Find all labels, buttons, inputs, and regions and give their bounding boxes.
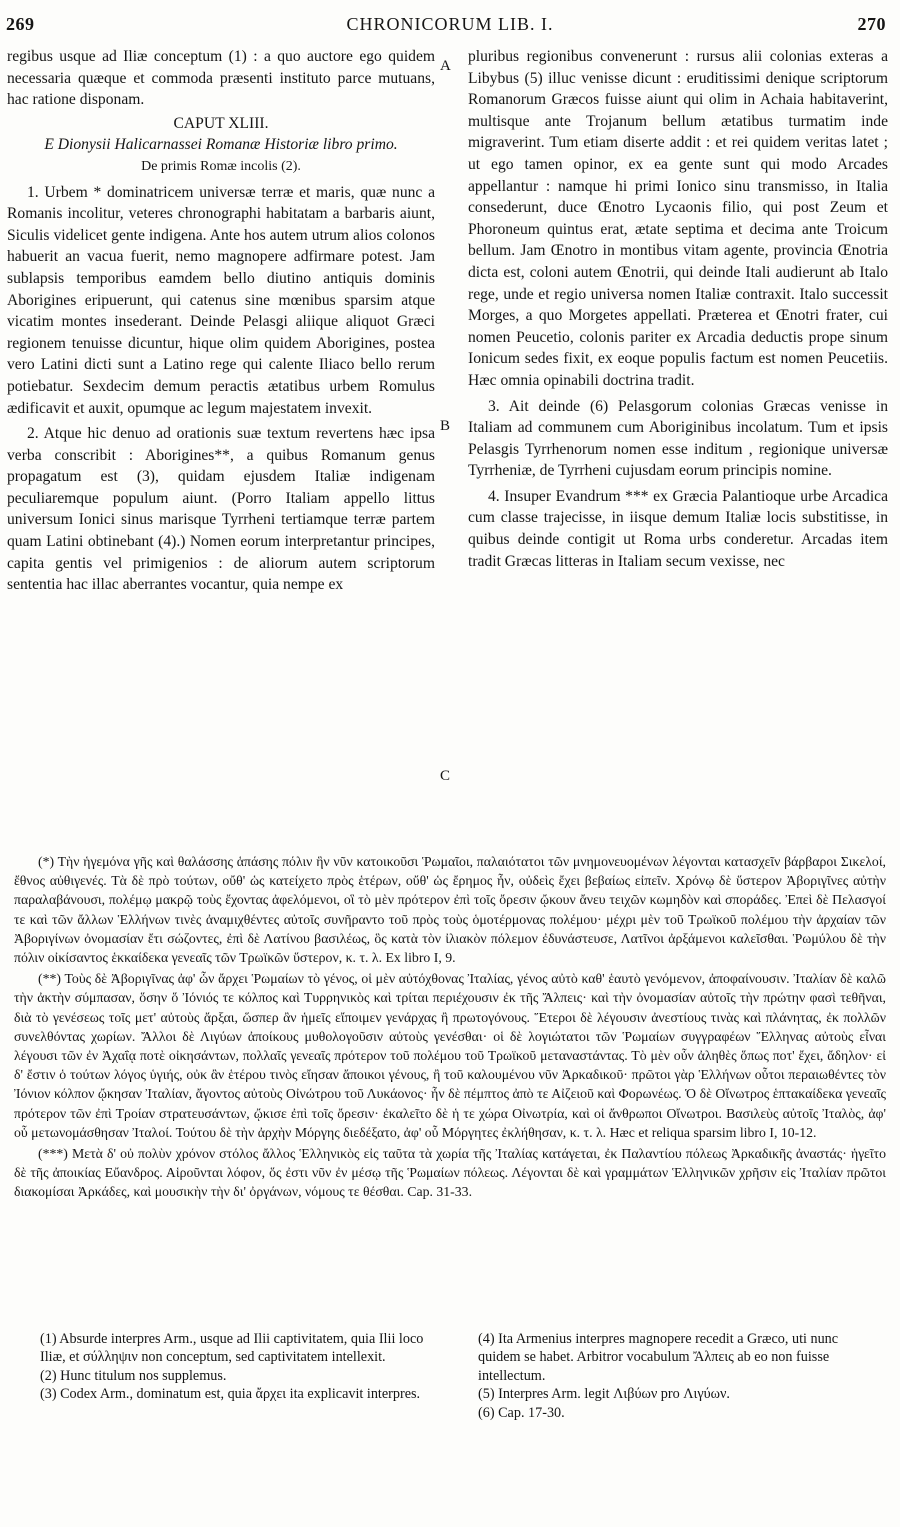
greek-note-2: (**) Τοὺς δὲ Ἀβοριγῖνας ἀφ' ὧν ἄρχει Ῥωμαίων τὸ γένος, οἱ μὲν αὐτόχθονας Ἰταλίας, γένος αὐτὸ καθ' ἑαυτὸ γενόμενον, ἀποφαίνουσιν. Ἰταλίαν δὲ καλῶ τὴν ἀκτὴν σύμπασαν, ὅσην ὅ Ἰόνιός τε κόλπος καὶ Τυρρηνικὸς καὶ τρίται περιέχουσιν ἐκ τῆς Ἄλπεις· καὶ τὴν ὀνομασίαν αὐτοῖς τὴν πρώτην φασὶ τεθῆναι, διὰ τὸ γενέσεως τοῖς μετ' αὐτοὺς ἄρξαι, ὥσπερ ἂν ἡμεῖς εἴποιμεν γενάρχας ἢ πρωτογόνους. Ἕτεροι δὲ λέγουσιν ἀνεστίους τινὰς καὶ πλάνητας, ἐκ πολλῶν συνελθόντας χωρίων. Ἄλλοι δὲ Λιγύων ἀποίκους μυθολογοῦσιν αὐτοὺς γενέσθαι· οἱ δὲ λογιώτατοι τῶν Ῥωμαίων συγγραφέων Ἕλληνας αὐτοὺς εἶναι λέγουσι τῶν ἐν Ἀχαΐᾳ ποτὲ οἰκησάντων, πολλαῖς γενεαῖς πρότερον τοῦ πολέμου τοῦ Τρωϊκοῦ μεταναστάντας. Τὸ μὲν οὖν ἀληθὲς ὅπως ποτ' ἔχει, ἄδηλον· εἰ δ' ἔστιν ὁ τούτων λόγος ὑγιής, οὐκ ἂν ἑτέρου τινὸς εἴησαν ἄποικοι γένους, ἢ τοῦ καλουμένου νῦν Ἀρκαδικοῦ· πρῶτοι γὰρ Ἑλλήνων οὗτοι περαιωθέντες τὸν Ἰόνιον κόλπον ᾤκησαν Ἰταλίαν, ἄγοντος αὐτοὺς Οἰνώτρου τοῦ Λυκάονος· ἦν δὲ πέμπτος ἀπὸ τε Αἰζειοῦ καὶ Φορωνέως. Ὁ δὲ Οἴνωτρος ἑπτακαίδεκα γενεαῖς πρότερον τῶν ἐπὶ Τροίαν στρατευσάντων, ᾤκισε ἐπὶ τοῖς ὄρεσιν· ἐκαλεῖτο δὲ ἡ τε χώρα Οἰνωτρία, καὶ οἱ ἄνθρωποι Οἴνωτροι. Βασιλεὺς αὐτοῖς Ἰταλὸς, ἀφ' οὗ μετωνομάσθησαν Ἰταλοί. Τούτου δὲ τὴν ἀρχὴν Μόργης διεδέξατο, ἀφ' οὗ Μόργητες ἐκλήθησαν, κ. τ. λ. Hæc et reliqua sparsim libro I, 10-12. — [14, 971, 886, 1140]
footnote-6: (6) Cap. 17-30. — [478, 1404, 565, 1421]
footnotes-right — [478, 1330, 878, 1422]
opening-text: regibus usque ad Iliæ conceptum (1) : a quo auctore ego quidem necessaria quæque et commoda præsenti instituto parce mutuans, hac ratione disponam. — [7, 48, 435, 109]
greek-note-1: (*) Τὴν ἡγεμόνα γῆς καὶ θαλάσσης ἁπάσης πόλιν ἣν νῦν κατοικοῦσι Ῥωμαῖοι, παλαιότατοι τῶν μνημονευομένων λέγονται κατασχεῖν βάρβαροι Σικελοί, ἔθνος αὐθιγενές. Τὰ δὲ πρὸ τούτων, οὔθ' ὡς κατείχετο πρὸς ἑτέρων, οὔθ' ὡς ἔρημος ἦν, οὐδεὶς ἔχει βεβαίως εἰπεῖν. Χρόνῳ δὲ ὕστερον Ἀβοριγῖνες αὐτὴν παραλαβάνουσι, πολέμῳ μακρῷ τοὺς ἔχοντας ἀφελόμενοι, οἳ τὸ μὲν πρότερον ἐπὶ τοῖς ὄρεσιν ᾤκουν ἄνευ τειχῶν κωμηδὸν καὶ σποράδες. Ἐπεὶ δὲ Πελασγοί τε καὶ τῶν ἄλλων Ἑλλήνων τινὲς ἀναμιχθέντες αὐτοῖς συνῆραντο τοῦ πρὸς τοὺς ὁμοτέρμονας πολέμου· μέχρι μὲν τοῦ Τρωϊκοῦ πολέμου τὴν ἀρχαίαν τῶν Ἀβοριγίνων ὀνομασίαν ἔτι σώζοντες, ἐπὶ δὲ Λατίνου βασιλέως, ὃς κατὰ τὸν ἰλιακὸν πόλεμον ἐδυνάστευσε, Λατῖνοι ἀρξάμενοι καλεῖσθαι. Ῥωμύλου δὲ τὴν πόλιν οἰκίσαντος ἑκκαίδεκα γενεαῖς τῶν Τρωϊκῶν ὕστερον, κ. τ. λ. Ex libro I, 9. — [14, 854, 886, 966]
section-title: De primis Romæ incolis (2). — [141, 158, 301, 174]
running-title: CHRONICORUM LIB. I. — [346, 14, 554, 34]
chapter-heading: CAPUT XLIII. — [173, 114, 269, 132]
footnote-3: (3) Codex Arm., dominatum est, quia ἄρχει ita explicavit interpres. — [40, 1386, 421, 1403]
margin-letter-c: C — [440, 768, 451, 784]
running-header — [0, 14, 900, 38]
footnote-2: (2) Hunc titulum nos supplemus. — [40, 1367, 227, 1384]
right-column — [468, 46, 888, 572]
footnote-4: (4) Ita Armenius interpres magnopere recedit a Græco, uti nunc quidem se habet. Arbitror vocabulum Ἄλπεις ab eo non fuisse intellectum. — [478, 1331, 839, 1384]
left-column — [7, 46, 435, 596]
greek-note-3: (***) Μετὰ δ' οὐ πολὺν χρόνον στόλος ἄλλος Ἑλληνικὸς εἰς ταῦτα τὰ χωρία τῆς Ἰταλίας κατάγεται, ἐκ Παλαντίου πόλεως Ἀρκαδικῆς ἀναστάς· ἡγεῖτο δὲ τῆς ἀποικίας Εὔανδρος. Αἱροῦνται λόφον, ὅς ἐστι νῦν ἐν μέσῳ τῆς Ῥωμαίων πόλεως. Λέγονται δὲ καὶ γραμμάτων Ἑλληνικῶν χρῆσιν εἰς Ἰταλίαν πρῶτοι διακομίσαι Ἀρκάδες, καὶ μουσικὴν τὴν δι' ὀργάνων, νόμους τε θέσθαι. Cap. 31-33. — [14, 1146, 886, 1200]
page-number-right: 270 — [857, 14, 886, 34]
margin-letter-b: B — [440, 418, 451, 434]
page-number-left: 269 — [6, 14, 35, 34]
margin-letter-a: A — [440, 58, 451, 74]
footnote-1: (1) Absurde interpres Arm., usque ad Ilii captivitatem, quia Ilii loco Iliæ, et σύλληψιν non conceptum, sed captivitatem intellexit. — [40, 1331, 424, 1366]
paragraph-continued: pluribus regionibus convenerunt : rursus alii colonias exteras a Libybus (5) illuc venisse dicunt : eruditissimi denique scriptorum Romanorum Græcos fuisse aiunt qui olim in Achaia habitaverint, multisque ante Trojanum bellum ætatibus turmatim inde migraverint. Tum etiam diserte addit : et rei quidem veritas latet ; ut ego tamen opinor, ex ea gente sunt qui modo Arcades appellantur : namque hi primi Ionico sinu transmisso, in Italia consederunt, duce Œnotro Lycaonis filio, qui post Zeum et Phoroneum quintus erat, ætate septima et decima ante Troicum bellum. Jam Œnotro in montibus vitam agente, provincia Œnotria dicta est, coloni autem Œnotrii, qui deinde Itali audierunt ab Italo rege, unde et regio universa nomen Italiæ contraxit. Italo successit Morges, a quo Morgetes appellati. Præterea et Œnotri frater, cui nomen Peucetio, colonis pariter ex Arcadia deductis prope sinum Ionicum sedes fixit, ex eoque populis factum est nomen Peucetiis. Hæc omnia opinabili doctrina tradit. — [468, 48, 888, 389]
chapter-subtitle: E Dionysii Halicarnassei Romanæ Historiæ libro primo. — [44, 136, 398, 154]
paragraph-1: 1. Urbem * dominatricem universæ terræ et maris, quæ nunc a Romanis incolitur, veteres chronographi habitatam a barbaris aiunt, Siculis videlicet gente indigena. Ante hos autem utrum alios colonos habuerit an vacua fuerit, nemo magnopere adfirmare potest. Jam sublapsis temporibus eamdem bello diutino antiquis dominis Aborigines eripuerunt, qui catenus sine mœnibus sparsim atque vicatim montes insederant. Deinde Pelasgi aliique aliquot Græci regionem tenuisse dicuntur, hique olim quidem Aborigines, postea vero Latini dicti sunt a Latino rege qui calente Iliaco bello rerum potiebatur. Sexdecim demum peractis ætatibus urbem Romulus ædificavit et auxit, opumque ac legum majestatem invexit. — [7, 183, 435, 417]
footnote-5: (5) Interpres Arm. legit Λιβύων pro Λιγύων. — [478, 1386, 730, 1403]
greek-notes — [14, 852, 886, 1204]
paragraph-4: 4. Insuper Evandrum *** ex Græcia Palantioque urbe Arcadica cum classe trajecisse, in iisque demum Italiæ locis substitisse, in quibus deinde contigit ut Roma urbs conderetur. Arcadas item tradit Græcas litteras in Italiam secum vexisse, nec — [468, 487, 888, 570]
paragraph-2: 2. Atque hic denuo ad orationis suæ textum revertens hæc ipsa verba conscribit : Aborigines**, a quibus Romanum genus propagatum est (3), quidam ejusdem Italiæ indigenam peculiaremque populum aiunt. (Porro Italiam appello littus universum Ionici sinus marisque Tyrrheni tertiamque terræ partem quam Latini obtinebant (4).) Nomen eorum interpretantur principes, capita gentis vel primigenios : de aliorum autem scriptorum sententia hac illac aberrantes vocantur, quia nempe ex — [7, 425, 435, 594]
paragraph-3: 3. Ait deinde (6) Pelasgorum colonias Græcas venisse in Italiam ad communem cum Aboriginibus incolatum. Tum et ipsis Pelasgis Tyrrhenorum nomen esse inditum , regionique universæ Tyrrheniæ, de Tyrrheni cujusdam eorum principis nomine. — [468, 397, 888, 480]
footnotes-left — [40, 1330, 440, 1404]
